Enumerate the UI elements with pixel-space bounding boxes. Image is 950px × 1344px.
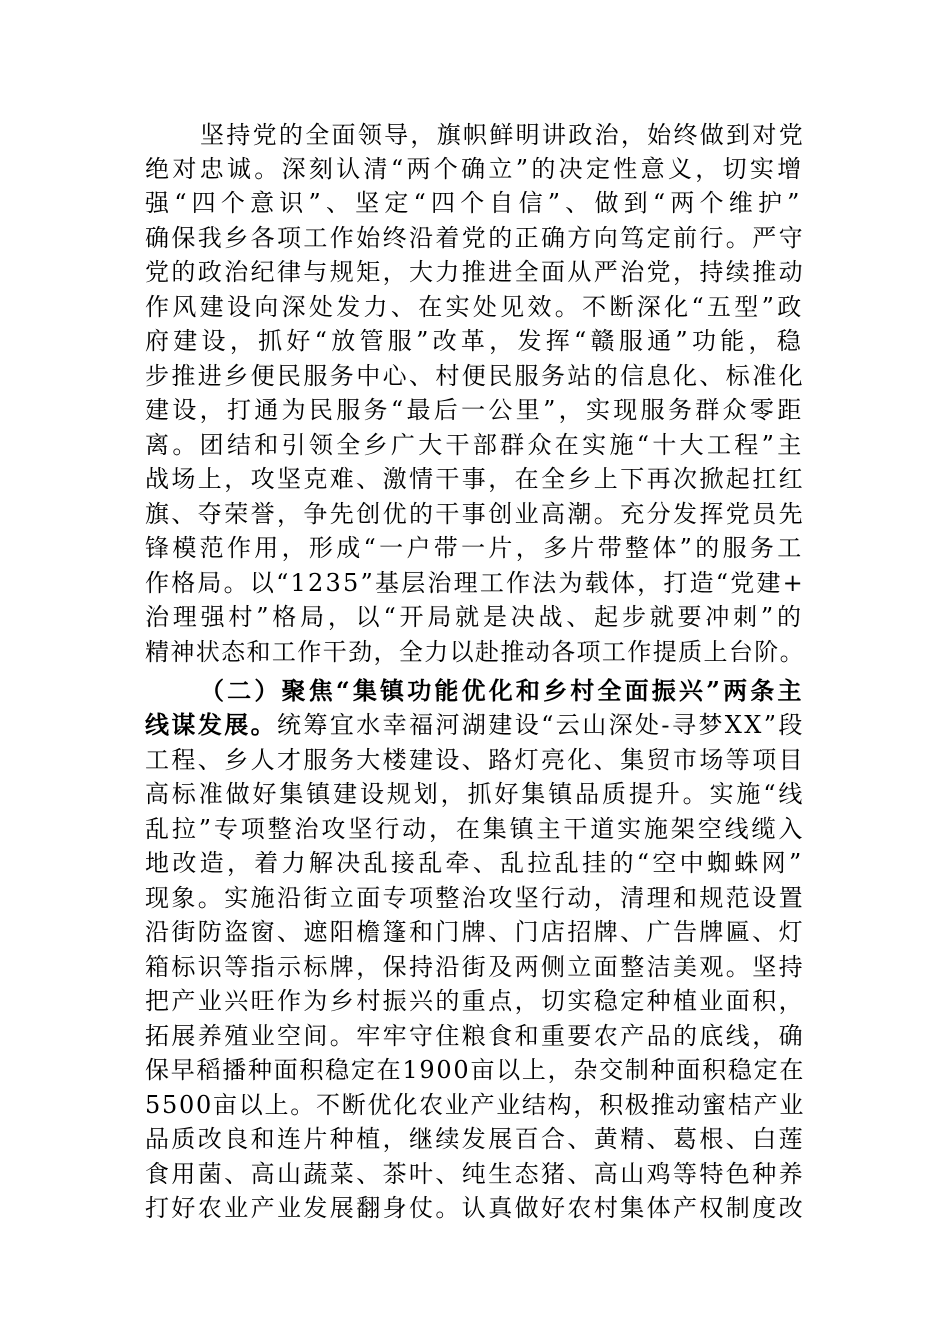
paragraph-line: 精神状态和工作干劲，全力以赴推动各项工作提质上台阶。 [145,638,805,666]
paragraph-line: 强“四个意识”、坚定“四个自信”、做到“两个维护” [145,189,805,217]
paragraph-line: 府建设，抓好“放管服”改革，发挥“赣服通”功能，稳 [145,327,806,355]
paragraph-line: 党的政治纪律与规矩，大力推进全面从严治党，持续推动 [145,258,805,286]
paragraph-line: 工程、乡人才服务大楼建设、路灯亮化、集贸市场等项目 [145,746,805,774]
paragraph-line: 沿街防盗窗、遮阳檐篷和门牌、门店招牌、广告牌匾、灯 [145,918,805,946]
paragraph-line: 箱标识等指示标牌，保持沿街及两侧立面整洁美观。坚持 [145,953,805,981]
paragraph-line: 离。团结和引领全乡广大干部群众在实施“十大工程”主 [145,431,805,459]
paragraph-line: 建设，打通为民服务“最后一公里”，实现服务群众零距 [145,396,805,424]
paragraph-line: 锋模范作用，形成“一户带一片，多片带整体”的服务工 [145,534,805,562]
paragraph-line: 品质改良和连片种植，继续发展百合、黄精、葛根、白莲 [145,1125,805,1153]
paragraph-line: 作风建设向深处发力、在实处见效。不断深化“五型”政 [145,293,805,321]
paragraph-line: 食用菌、高山蔬菜、茶叶、纯生态猪、高山鸡等特色种养 [145,1160,805,1188]
paragraph-line: 旗、夺荣誉，争先创优的干事创业高潮。充分发挥党员先 [145,500,805,528]
paragraph-line: 高标准做好集镇建设规划，抓好集镇品质提升。实施“线 [145,780,806,808]
paragraph-line: 战场上，攻坚克难、激情干事，在全乡上下再次掀起扛红 [145,465,805,493]
paragraph-line: 地改造，着力解决乱接乱牵、乱拉乱挂的“空中蜘蛛网” [145,849,805,877]
paragraph-line-rest: 统筹宜水幸福河湖建设“云山深处-寻梦XX”段 [277,711,805,739]
section-heading: （二）聚焦“集镇功能优化和乡村全面振兴”两条主 [200,676,805,705]
paragraph-line: 乱拉”专项整治攻坚行动，在集镇主干道实施架空线缆入 [145,815,806,843]
paragraph-line: 作格局。以“1235”基层治理工作法为载体，打造“党建+ [145,569,805,597]
paragraph-line: 治理强村”格局，以“开局就是决战、起步就要冲刺”的 [145,603,805,631]
paragraph-line: 把产业兴旺作为乡村振兴的重点，切实稳定种植业面积， [145,987,805,1015]
paragraph-line: 打好农业产业发展翻身仗。认真做好农村集体产权制度改 [145,1194,805,1222]
paragraph-line: 保早稻播种面积稳定在1900亩以上，杂交制种面积稳定在 [145,1056,806,1084]
section-heading-end: 线谋发展。 [145,710,278,739]
paragraph-line: 5500亩以上。不断优化农业产业结构，积极推动蜜桔产业 [145,1091,806,1119]
paragraph-line: 绝对忠诚。深刻认清“两个确立”的决定性意义，切实增 [145,155,805,183]
paragraph-line: 拓展养殖业空间。牢牢守住粮食和重要农产品的底线，确 [145,1022,805,1050]
paragraph-line: 确保我乡各项工作始终沿着党的正确方向笃定前行。严守 [145,224,805,252]
paragraph-line: 坚持党的全面领导，旗帜鲜明讲政治，始终做到对党 [200,121,805,149]
paragraph-line [145,708,805,742]
paragraph-line: 步推进乡便民服务中心、村便民服务站的信息化、标准化 [145,362,805,390]
paragraph-line: 现象。实施沿街立面专项整治攻坚行动，清理和规范设置 [145,884,805,912]
